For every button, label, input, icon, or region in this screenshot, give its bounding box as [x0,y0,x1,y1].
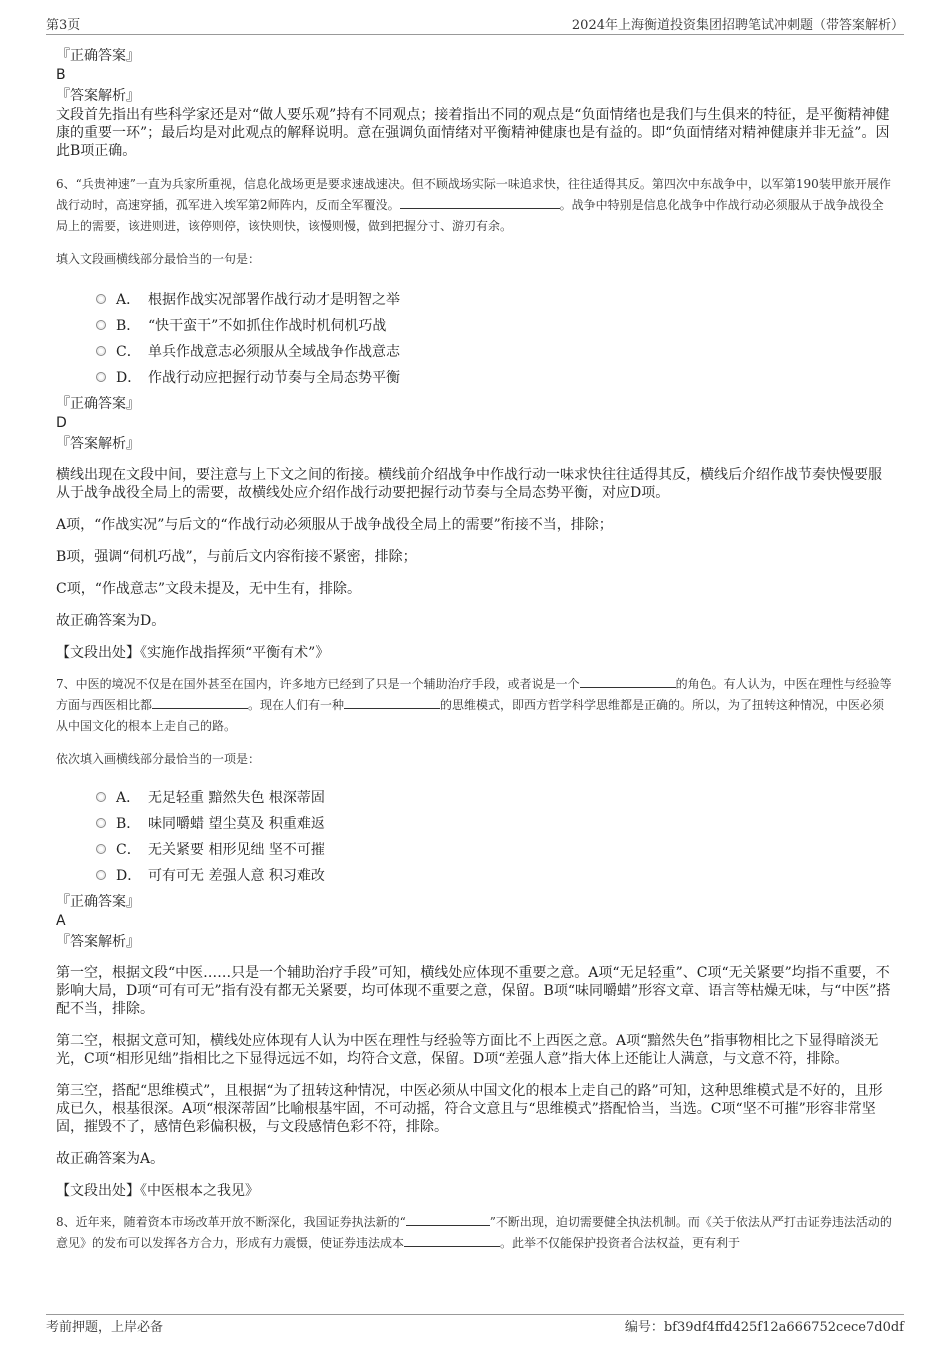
q7-answer-label: 『正确答案』 [56,894,140,910]
answer-blank [400,196,560,209]
option-b[interactable]: B． “快干蛮干”不如抓住作战时机伺机巧战 [96,312,894,338]
option-c[interactable]: C． 单兵作战意志必须服从全域战争作战意志 [96,338,894,364]
q5-analysis-label: 『答案解析』 [56,88,140,104]
option-d[interactable]: D． 作战行动应把握行动节奏与全局态势平衡 [96,364,894,390]
question-6-prompt: 填入文段画横线部分最恰当的一句是： [56,252,261,266]
q6-answer-label: 『正确答案』 [56,396,140,412]
q7-analysis-label: 『答案解析』 [56,934,140,950]
radio-icon[interactable] [96,818,106,828]
option-a[interactable]: A． 根据作战实况部署作战行动才是明智之举 [96,286,894,312]
q6-analysis-p1: 横线出现在文段中间，要注意与上下文之间的衔接。横线前介绍战争中作战行动一味求快往往适得其反，横线后介绍作战节奏快慢要服从于战争战役全局上的需要，故横线处应介绍作战行动要把握行动节奏与全局态势平衡，对应D项。 [56,467,882,501]
answer-blank [344,696,440,709]
q6-source: 【文段出处】《实施作战指挥须“平衡有术”》 [56,645,330,661]
q7-analysis-p2: 第二空，根据文意可知，横线处应体现有人认为中医在理性与经验等方面比不上西医之意。A项“黯然失色”指事物相比之下显得暗淡无光，C项“相形见绌”指相比之下显得远远不如，均符合文意，保留。D项“差强人意”指大体上还能让人满意，与文意不符，排除。 [56,1033,879,1067]
q7-analysis-p3: 第三空，搭配“思维模式”，且根据“为了扭转这种情况，中医必须从中国文化的根本上走自己的路”可知，这种思维模式是不好的，且形成已久，根基很深。A项“根深蒂固”比喻根基牢固，不可动摇，符合文意且与“思维模式”搭配恰当，当选。C项“坚不可摧”形容非常坚固，摧毁不了，感情色彩偏积极，与文段感情色彩不符，排除。 [56,1083,883,1135]
question-8-stem: 8、近年来，随着资本市场改革开放不断深化，我国证券执法新的“ ”不断出现，迫切需要健全执法机制。而《关于依法从严打击证券违法活动的意见》的发布可以发挥各方合力，形成有力震慑，使证券违法成本 。此举不仅能保护投资者合法权益，更有利于 [56,1215,892,1250]
q5-answer-label: 『正确答案』 [56,48,140,64]
radio-icon[interactable] [96,372,106,382]
q6-analysis-label: 『答案解析』 [56,436,140,452]
page-number: 第3页 [46,18,81,33]
question-7-stem: 7、中医的境况不仅是在国外甚至在国内，许多地方已经到了只是一个辅助治疗手段，或者说是一个 的角色。有人认为，中医在理性与经验等方面与西医相比都 。现在人们有一种 的思维模式，即西方哲学科学思维都是正确的。所以，为了扭转这种情况，中医必须从中国文化的根本上走自己的路。 [56,677,892,733]
question-7-prompt: 依次填入画横线部分最恰当的一项是： [56,752,261,766]
radio-icon[interactable] [96,346,106,356]
document-title: 2024年上海衡道投资集团招聘笔试冲刺题（带答案解析） [571,18,904,33]
radio-icon[interactable] [96,792,106,802]
q6-answer: D [56,415,67,431]
footer-slogan: 考前押题，上岸必备 [46,1320,164,1335]
question-6-stem: 6、“兵贵神速”一直为兵家所重视，信息化战场更是要求速战速决。但不顾战场实际一味追求快，往往适得其反。第四次中东战争中，以军第190装甲旅开展作战行动时，高速穿插，孤军进入埃军第2师阵内，反而全军覆没。 。战争中特别是信息化战争中作战行动必须服从于战争战役全局上的需要，该进则进，该停则停，该快则快，该慢则慢，做到把握分寸、游刃有余。 [56,177,891,233]
q5-analysis: 文段首先指出有些科学家还是对“做人要乐观”持有不同观点；接着指出不同的观点是“负面情绪也是我们与生俱来的特征，是平衡精神健康的重要一环”；最后均是对此观点的解释说明。意在强调负面情绪对平衡精神健康也是有益的。即“负面情绪对精神健康并非无益”。因此B项正确。 [56,107,890,159]
footer-serial: 编号：bf39df4ffd425f12a666752cece7d0df [624,1320,904,1335]
q7-analysis-p4: 故正确答案为A。 [56,1151,165,1167]
answer-blank [580,675,676,688]
option-d[interactable]: D． 可有可无 差强人意 积习难改 [96,862,894,888]
answer-blank [404,1234,500,1247]
q6-analysis-p5: 故正确答案为D。 [56,613,166,629]
option-b[interactable]: B． 味同嚼蜡 望尘莫及 积重难返 [96,810,894,836]
answer-blank [406,1213,490,1226]
q7-source: 【文段出处】《中医根本之我见》 [56,1183,259,1199]
q6-analysis-p3: B项，强调“伺机巧战”，与前后文内容衔接不紧密，排除； [56,549,417,565]
radio-icon[interactable] [96,870,106,880]
question-7-options [56,784,894,888]
q5-answer: B [56,67,66,83]
page-header [46,14,904,35]
q7-analysis-p1: 第一空，根据文段“中医……只是一个辅助治疗手段”可知，横线处应体现不重要之意。A项“无足轻重”、C项“无关紧要”均指不重要，不影响大局，D项“可有可无”指有没有都无关紧要，均可体现不重要之意，保留。B项“味同嚼蜡”形容文章、语言等枯燥无味，与“中医”搭配不当，排除。 [56,965,891,1017]
option-c[interactable]: C． 无关紧要 相形见绌 坚不可摧 [96,836,894,862]
radio-icon[interactable] [96,294,106,304]
question-6-options [56,286,894,390]
q6-analysis-p2: A项，“作战实况”与后文的“作战行动必须服从于战争战役全局上的需要”衔接不当，排除； [56,517,613,533]
radio-icon[interactable] [96,844,106,854]
q7-answer: A [56,913,66,929]
q6-analysis-p4: C项，“作战意志”文段未提及，无中生有，排除。 [56,581,362,597]
radio-icon[interactable] [96,320,106,330]
answer-blank [152,696,248,709]
option-a[interactable]: A． 无足轻重 黯然失色 根深蒂固 [96,784,894,810]
page-content [56,46,894,1254]
page-footer [46,1314,904,1335]
